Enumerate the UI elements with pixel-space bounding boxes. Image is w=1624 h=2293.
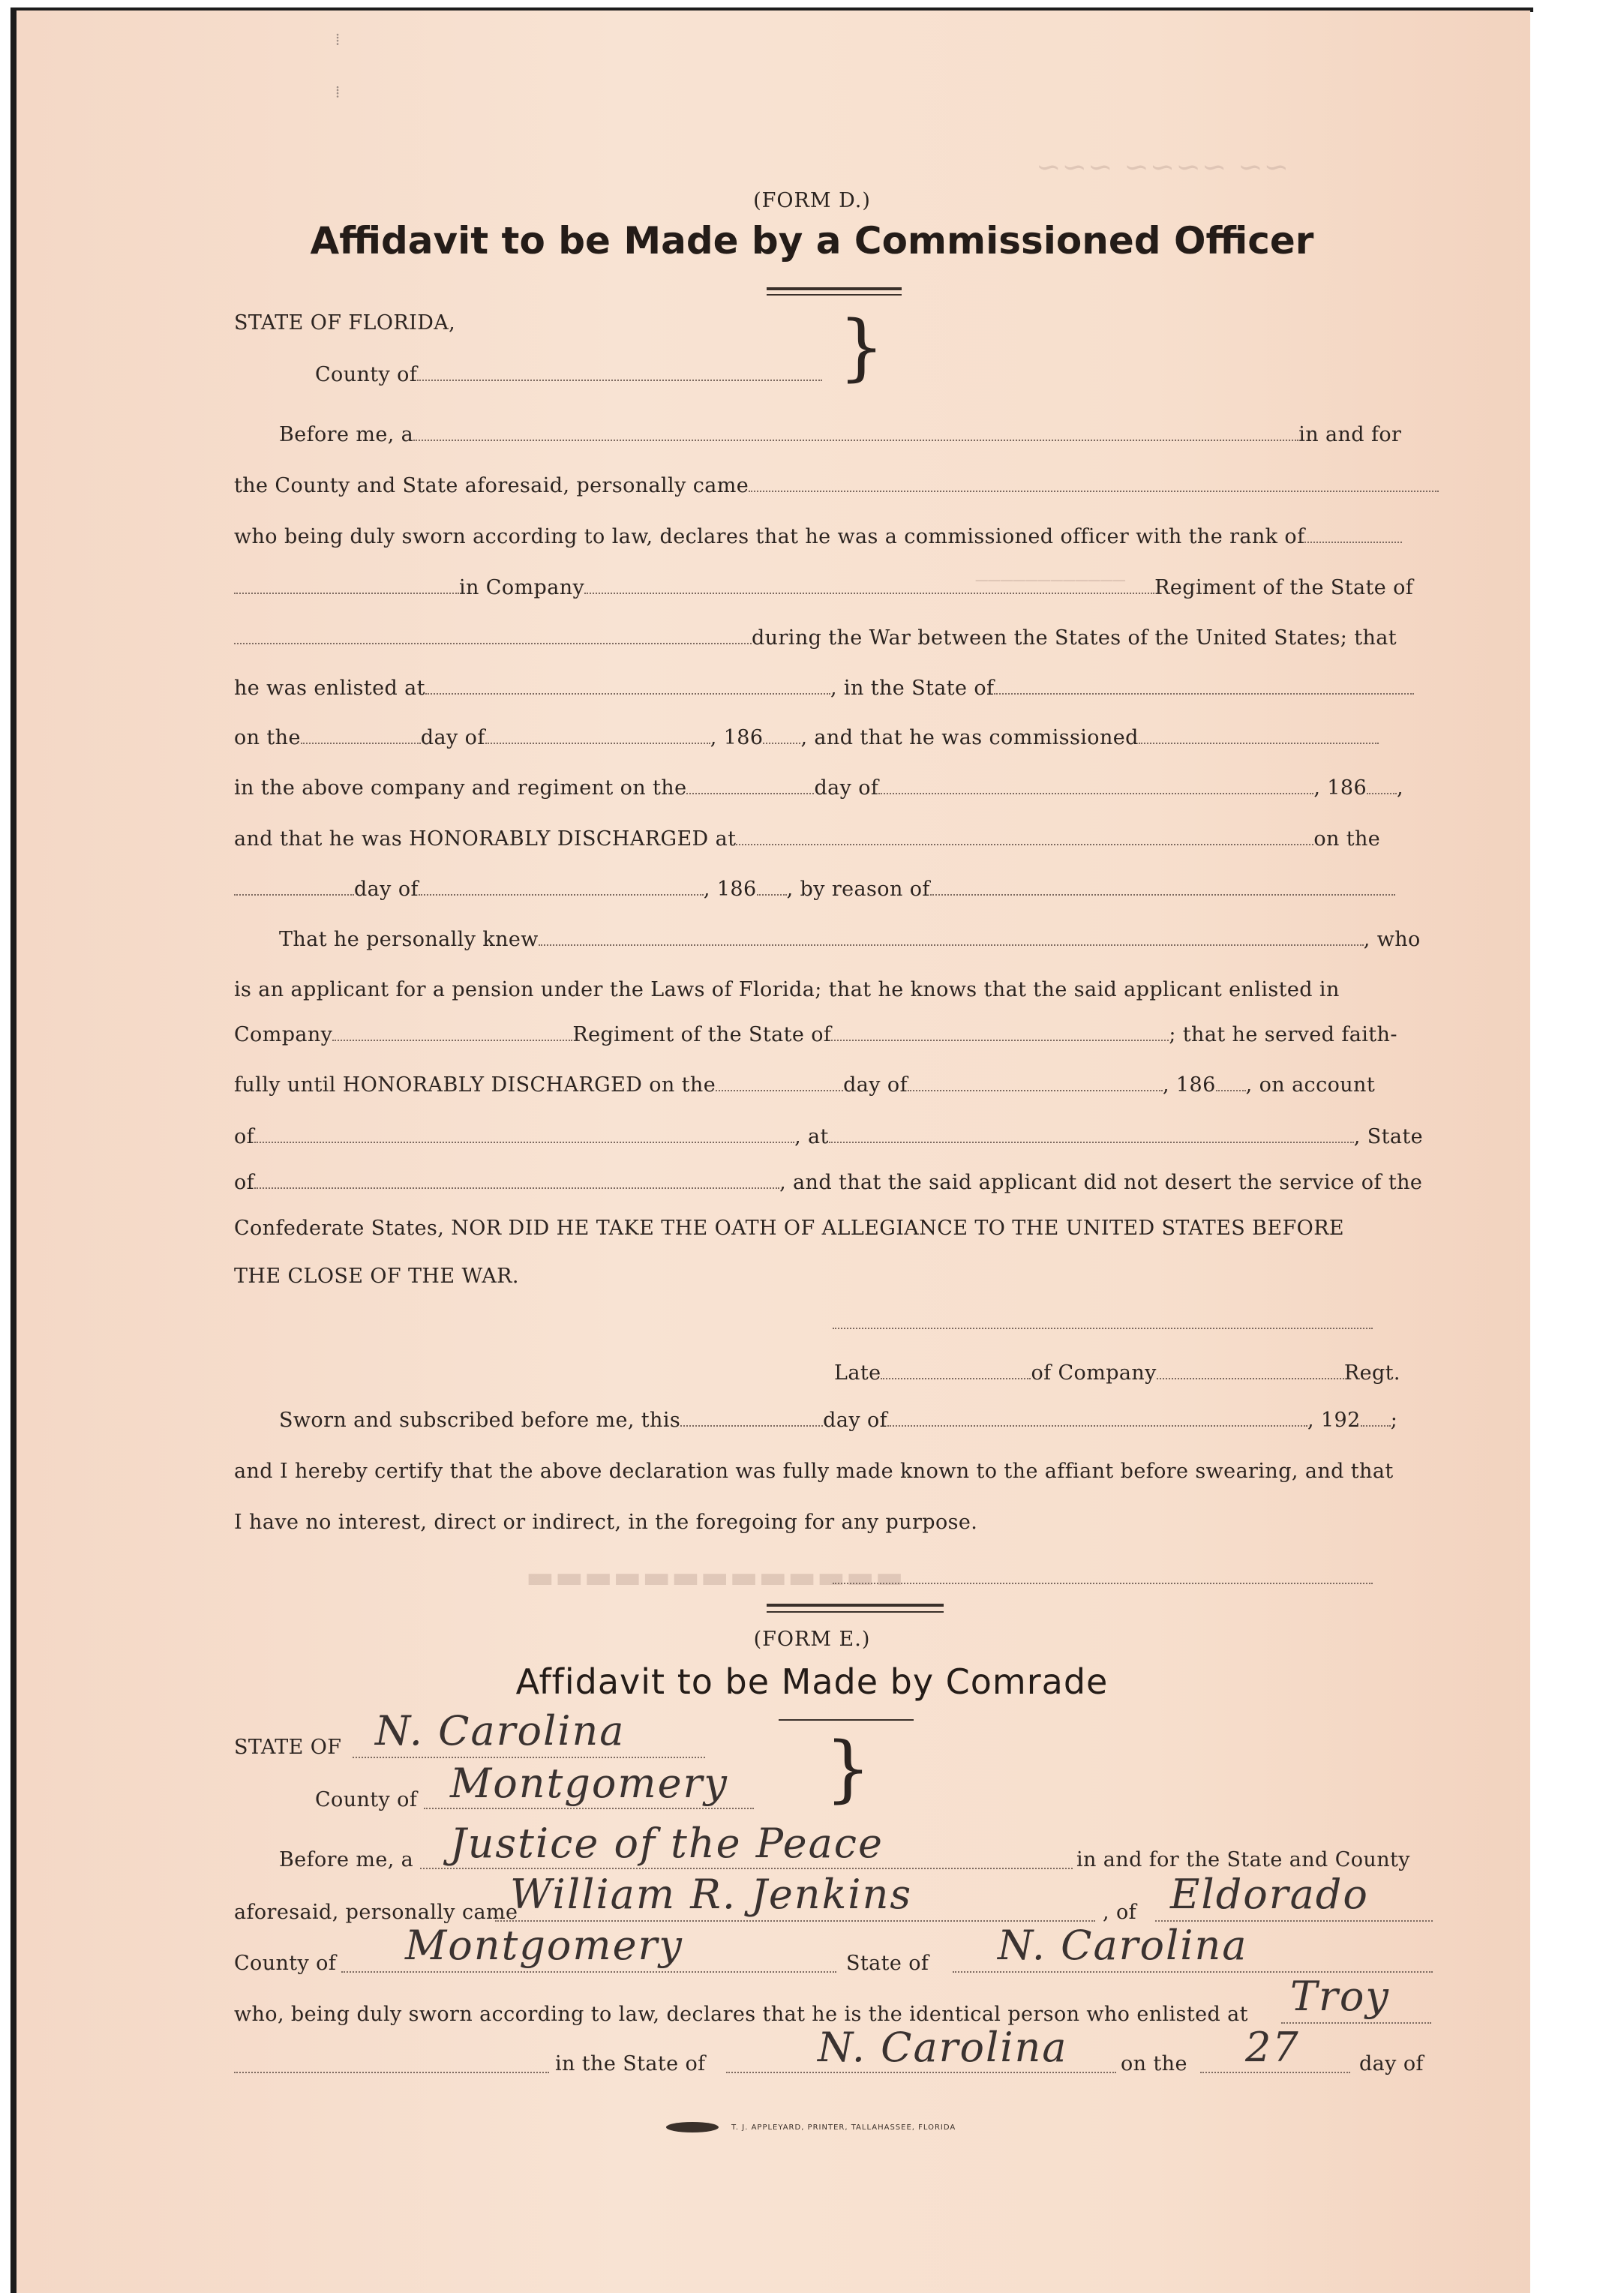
form-d-line-2: the County and State aforesaid, personally came xyxy=(234,474,1439,497)
form-e-line-5-state: in the State of xyxy=(555,2052,706,2075)
bleed-through-mark: ▬▬▬▬▬▬▬▬▬▬▬▬▬ xyxy=(525,1560,904,1595)
form-e-line-1-tail: in and for the State and County xyxy=(1076,1848,1410,1871)
form-e-title: Affidavit to be Made by Comrade xyxy=(515,1661,1109,1702)
form-d-line-17: Confederate States, NOR DID HE TAKE THE OATH OF ALLEGIANCE TO THE UNITED STATES BEFORE xyxy=(234,1217,1345,1240)
bleed-through-mark: ──────────── xyxy=(975,570,1125,593)
enlist-place-handwritten: Troy xyxy=(1290,1973,1390,2020)
form-e-line-1-label: Before me, a xyxy=(279,1848,414,1871)
state-of-florida: STATE OF FLORIDA, xyxy=(234,311,456,335)
form-d-line-13: Company Regiment of the State of ; that he served faith- xyxy=(234,1023,1397,1046)
form-d-line-10: day of , 186 , by reason of xyxy=(234,878,1395,901)
form-d-line-14: fully until HONORABLY DISCHARGED on the day of , 186 , on account xyxy=(234,1073,1376,1097)
form-d-title: Affidavit to be Made by a Commissioned Officer xyxy=(310,219,1314,263)
form-e-line-2-label: aforesaid, personally came xyxy=(234,1901,518,1924)
form-e-line-5-on: on the xyxy=(1121,2052,1187,2075)
form-d-line-1: Before me, a in and for xyxy=(279,423,1402,446)
title-rule xyxy=(767,294,902,296)
state-value-handwritten: N. Carolina xyxy=(375,1707,626,1754)
blank-line xyxy=(234,2072,549,2073)
state-of-label: STATE OF xyxy=(234,1736,342,1759)
section-rule xyxy=(767,1611,944,1613)
officer-title-line xyxy=(420,1868,1073,1869)
form-d-line-6: he was enlisted at , in the State of xyxy=(234,677,1414,700)
day-handwritten: 27 xyxy=(1245,2024,1300,2071)
form-d-line-4: in Company Regiment of the State of xyxy=(234,576,1413,599)
form-d-line-16: of , and that the said applicant did not desert the service of the xyxy=(234,1171,1423,1194)
county-of-label: County of xyxy=(315,1788,418,1811)
officer-title-handwritten: Justice of the Peace xyxy=(450,1820,884,1867)
officer-signature-line xyxy=(833,1583,1373,1584)
form-d-line-3: who being duly sworn according to law, declares that he was a commissioned officer with the rank of xyxy=(234,525,1402,548)
form-e-line-3-label: County of xyxy=(234,1952,337,1975)
form-e-line-3-state: State of xyxy=(846,1952,929,1975)
form-e-line-4-label: who, being duly sworn according to law, declares that he is the identical person who enlisted at xyxy=(234,2003,1248,2026)
county-line xyxy=(424,1808,754,1809)
form-e-line-2-of: , of xyxy=(1103,1901,1137,1924)
day-line xyxy=(1200,2072,1350,2073)
staple-hole-mark: ⁞ xyxy=(335,31,341,50)
form-d-line-7: on the day of , 186 , and that he was commissioned xyxy=(234,726,1379,749)
document-page xyxy=(17,11,1530,2293)
form-d-line-11: That he personally knew , who xyxy=(279,928,1421,951)
signature-line xyxy=(833,1328,1373,1329)
affiant-name-handwritten: William R. Jenkins xyxy=(510,1871,913,1918)
printer-logo-icon xyxy=(666,2122,719,2132)
form-d-line-5: during the War between the States of the United States; that xyxy=(234,626,1397,650)
county-label: County of xyxy=(315,363,822,386)
form-d-line-8: in the above company and regiment on the day of , 186 , xyxy=(234,776,1404,800)
sworn-line-3: I have no interest, direct or indirect, in the foregoing for any purpose. xyxy=(234,1511,978,1534)
late-company-line: Late of Company Regt. xyxy=(834,1361,1400,1385)
form-d-line-12: is an applicant for a pension under the Laws of Florida; that he knows that the said applicant enlisted in xyxy=(234,978,1340,1001)
form-d-line-15: of , at , State xyxy=(234,1125,1424,1148)
sworn-line-1: Sworn and subscribed before me, this day of , 192 ; xyxy=(279,1409,1398,1432)
staple-hole-mark: ⁞ xyxy=(335,83,341,102)
state-3-line xyxy=(726,2072,1116,2073)
county-value-handwritten: Montgomery xyxy=(450,1760,728,1807)
section-rule xyxy=(767,1604,944,1607)
brace: } xyxy=(825,1727,872,1811)
state-line xyxy=(353,1757,705,1758)
title-rule xyxy=(767,287,902,290)
brace: } xyxy=(839,305,885,389)
form-e-label: (FORM E.) xyxy=(753,1628,871,1651)
county-2-handwritten: Montgomery xyxy=(405,1922,683,1969)
residence-handwritten: Eldorado xyxy=(1170,1871,1369,1918)
bleed-through-mark: ~~ ~~~~ ~~~ xyxy=(1035,150,1289,185)
title-underline xyxy=(779,1719,914,1721)
form-d-label: (FORM D.) xyxy=(753,189,871,212)
county-2-line xyxy=(341,1971,836,1973)
form-d-line-9: and that he was HONORABLY DISCHARGED at on the xyxy=(234,827,1381,851)
sworn-line-2: and I hereby certify that the above declaration was fully made known to the affiant before swearing, and that xyxy=(234,1460,1394,1483)
form-e-line-5-dayof: day of xyxy=(1359,2052,1424,2075)
form-d-line-18: THE CLOSE OF THE WAR. xyxy=(234,1265,519,1288)
state-2-handwritten: N. Carolina xyxy=(998,1922,1248,1969)
printer-imprint: T. J. APPLEYARD, PRINTER, TALLAHASSEE, FLORIDA xyxy=(731,2123,956,2132)
enlist-place-line xyxy=(1281,2022,1431,2024)
state-3-handwritten: N. Carolina xyxy=(818,2024,1068,2071)
